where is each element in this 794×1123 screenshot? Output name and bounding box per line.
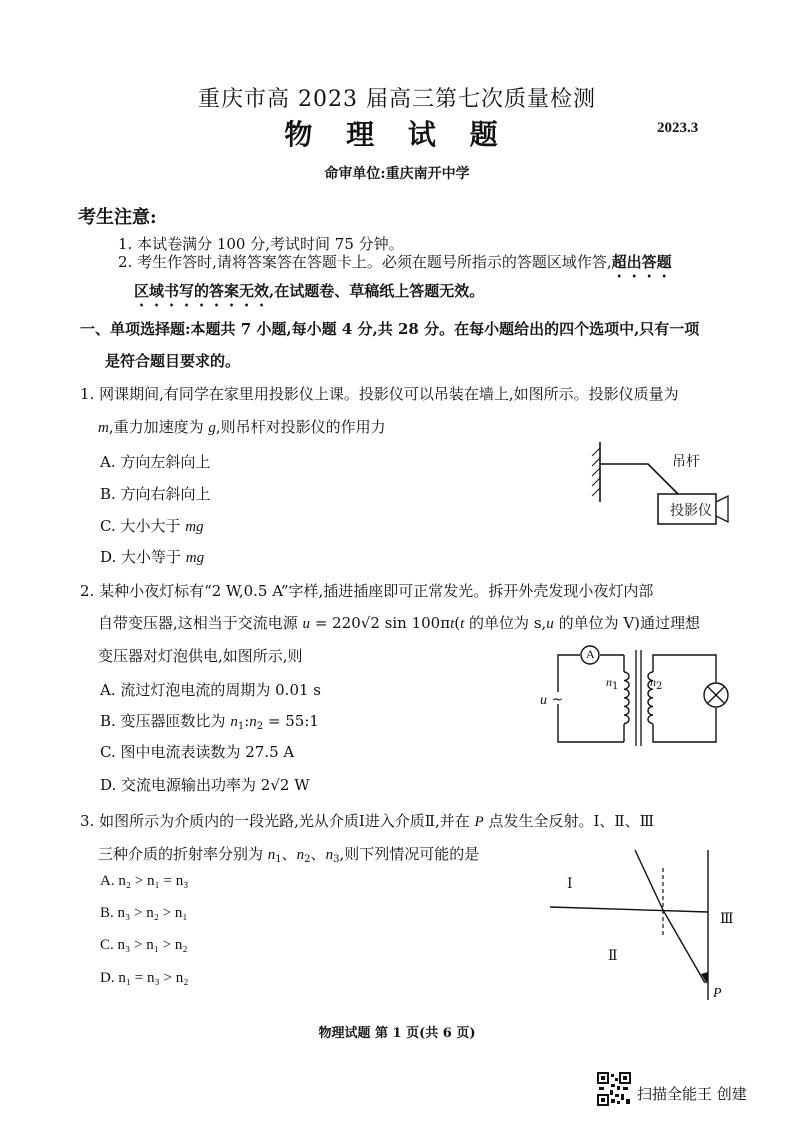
q1-stem-line-1: 1. 网课期间,有同学在家里用投影仪上课。投影仪可以吊装在墙上,如图所示。投影仪质量为 xyxy=(80,385,679,403)
q1-option-d-text: D. 大小等于 xyxy=(100,548,186,566)
author-unit: 命审单位:重庆南开中学 xyxy=(324,166,470,182)
exam-date: 2023.3 xyxy=(657,120,699,136)
q3-stem-line-2: 三种介质的折射率分别为 $n_1$、$n_2$、$n_3$,则下列情况可能的是 xyxy=(98,845,480,865)
exam-title: 重庆市高 2023 届高三第七次质量检测 xyxy=(198,87,596,112)
q2-text-d: 的单位为 V)通过理想 xyxy=(553,614,701,632)
var-n1: n xyxy=(230,714,238,730)
qr-code-icon xyxy=(597,1072,631,1106)
q3-text-c: 三种介质的折射率分别为 xyxy=(98,845,268,863)
q2-equation: = 220√2 sin 100π xyxy=(310,614,451,632)
notice-emphasis-invalid-area: 区域书写的答案无效 xyxy=(134,282,270,300)
q1-text-2: ,则吊杆对投影仪的作用力 xyxy=(215,418,386,436)
q2-paren: ( xyxy=(454,614,461,632)
q3-option-c[interactable]: C. n₃ > n₁ > n₂ xyxy=(100,937,188,953)
q2-stem-line-2 xyxy=(98,612,700,633)
fig-u: u xyxy=(540,693,547,708)
q3-stem-line-1 xyxy=(80,810,654,831)
fig-P: P xyxy=(713,986,722,1001)
wall-hatching xyxy=(592,448,600,496)
var-n2: n xyxy=(249,714,257,730)
q1-fig-projector-label: 投影仪 xyxy=(670,503,712,519)
q3-light-path-figure xyxy=(550,850,740,1000)
subject-title: 物 理 试 题 xyxy=(284,118,510,151)
primary-wire xyxy=(558,655,624,742)
fig-n1: n xyxy=(606,675,612,689)
var-P: P xyxy=(474,814,484,830)
scanner-watermark: 扫描全能王 创建 xyxy=(637,1085,747,1103)
fig-n2: n xyxy=(650,675,656,689)
page-footer: 物理试题 第 1 页(共 6 页) xyxy=(318,1026,476,1041)
ac-tilde: ~ xyxy=(551,692,564,708)
n2-label xyxy=(650,675,662,692)
incident-ray xyxy=(635,850,663,910)
q2-option-a[interactable]: A. 流过灯泡电流的周期为 0.01 s xyxy=(100,681,322,699)
q2-option-d[interactable]: D. 交流电源输出功率为 2√2 W xyxy=(100,776,310,794)
q1-option-d-var: mg xyxy=(185,550,205,566)
notice-item-1: 1. 本试卷满分 100 分,考试时间 75 分钟。 xyxy=(118,235,404,253)
notice-item-2-line-1 xyxy=(118,251,672,281)
q2-option-b-ratio: = 55:1 xyxy=(263,712,319,730)
q2-option-c[interactable]: C. 图中电流表读数为 27.5 A xyxy=(100,743,295,761)
medium-II-label: Ⅱ xyxy=(608,948,618,964)
medium-III-label: Ⅲ xyxy=(720,911,734,927)
q2-transformer-figure xyxy=(538,642,743,750)
var-m: m xyxy=(98,420,109,436)
notice-item-2-line-2 xyxy=(134,280,484,310)
q1-fig-rod-label: 吊杆 xyxy=(672,454,700,470)
q3-option-b[interactable]: B. n₃ > n₂ > n₁ xyxy=(100,905,188,921)
var-t: t xyxy=(450,616,455,632)
q2-text-c: 的单位为 s, xyxy=(464,614,547,632)
q1-option-b[interactable]: B. 方向右斜向上 xyxy=(100,485,211,503)
var-u-2: u xyxy=(546,616,554,632)
notice-heading: 考生注意: xyxy=(78,207,157,228)
sub-1: 1 xyxy=(237,721,245,732)
notice-item-2-emphasis: 超出答题 xyxy=(611,253,672,271)
var-t-2: t xyxy=(460,616,465,632)
q3-option-d[interactable]: D. n₁ = n₃ > n₂ xyxy=(100,970,189,986)
q1-stem-line-2 xyxy=(98,416,386,437)
q2-stem-line-1: 2. 某种小夜灯标有“2 W,0.5 A”字样,插进插座即可正常发光。拆开外壳发现小夜灯内部 xyxy=(80,582,654,600)
q3-text-a: 3. 如图所示为介质内的一段光路,光从介质Ⅰ进入介质Ⅱ,并在 xyxy=(80,812,475,830)
fig-n1-sub: 1 xyxy=(612,681,619,692)
var-u: u xyxy=(302,616,311,632)
var-g: g xyxy=(208,420,216,436)
secondary-wire xyxy=(653,655,716,682)
ammeter-label: A xyxy=(586,647,595,661)
refracted-ray xyxy=(663,910,705,983)
q1-option-d[interactable] xyxy=(100,546,204,567)
q2-option-b-text: B. 变压器匝数比为 xyxy=(100,712,231,730)
q3-option-a[interactable]: A. n₂ > n₁ = n₃ xyxy=(100,873,189,889)
fig-n2-sub: 2 xyxy=(656,681,663,692)
hanging-rod xyxy=(600,464,678,494)
q3-text-b: 点发生全反射。Ⅰ、Ⅱ、Ⅲ xyxy=(483,812,655,830)
sub-2: 2 xyxy=(256,721,264,732)
q1-text: ,重力加速度为 xyxy=(108,418,209,436)
q1-option-c[interactable] xyxy=(100,515,204,536)
q1-option-a[interactable]: A. 方向左斜向上 xyxy=(100,453,211,471)
q1-option-c-var: mg xyxy=(185,519,204,535)
notice-item-2-text: 2. 考生作答时,请将答案答在答题卡上。必须在题号所指示的答题区域作答, xyxy=(118,253,612,271)
notice-emphasis-draft-invalid: ,在试题卷、草稿纸上答题无效。 xyxy=(269,282,485,300)
colon: : xyxy=(244,712,250,730)
n1-label xyxy=(606,675,618,692)
section-heading: 一、单项选择题:本题共 7 小题,每小题 4 分,共 28 分。在每小题给出的四个选项中,只有一项 xyxy=(80,320,700,338)
projector-lens xyxy=(716,496,728,522)
interface-I-II xyxy=(550,907,708,912)
point-P-label xyxy=(713,985,722,1002)
source-label xyxy=(540,692,563,709)
medium-I-label: Ⅰ xyxy=(567,876,573,892)
q2-text-a: 自带变压器,这相当于交流电源 xyxy=(98,614,303,632)
q2-stem-line-3: 变压器对灯泡供电,如图所示,则 xyxy=(98,647,303,665)
q3-text-d: ,则下列情况可能的是 xyxy=(339,845,480,863)
q1-option-c-text: C. 大小大于 xyxy=(100,517,186,535)
q2-option-b[interactable] xyxy=(100,710,319,732)
primary-coil xyxy=(624,672,629,724)
q1-projector-figure xyxy=(590,442,740,532)
section-heading-cont: 是符合题目要求的。 xyxy=(105,352,241,370)
